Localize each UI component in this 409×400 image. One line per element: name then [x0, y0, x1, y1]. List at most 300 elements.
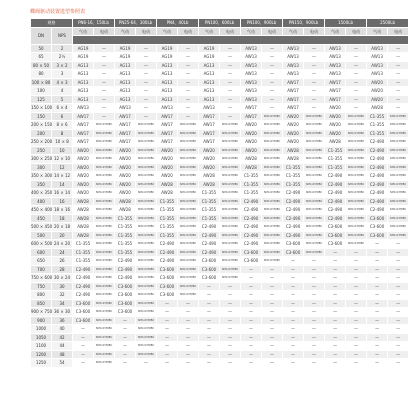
- electric-cell: SMC-03H/BC: [136, 257, 157, 266]
- electric-cell: SMC-03H/BC: [94, 129, 115, 138]
- electric-cell: SMC-03H/BC: [262, 248, 283, 257]
- pneumatic-cell: AW13: [115, 104, 136, 113]
- pneumatic-cell: C3-600: [157, 265, 178, 274]
- pneumatic-cell: AW20: [115, 146, 136, 155]
- pneumatic-cell: C3-600: [283, 240, 304, 249]
- nps-cell: 42: [52, 333, 73, 342]
- electric-cell: SMC-03H/BC: [304, 231, 325, 240]
- electric-cell: —: [262, 342, 283, 351]
- electric-cell: SMC-03H/BC: [262, 172, 283, 181]
- electric-cell: SMC-03H/BC: [220, 248, 241, 257]
- electric-cell: —: [262, 325, 283, 334]
- electric-cell: —: [304, 282, 325, 291]
- electric-cell: SMC-03H/BC: [304, 146, 325, 155]
- dn-cell: 250: [31, 146, 52, 155]
- pneumatic-cell: —: [73, 325, 94, 334]
- electric-cell: SMC-03H/BC: [94, 146, 115, 155]
- pneumatic-cell: —: [241, 333, 262, 342]
- table-row: [31, 78, 409, 87]
- electric-cell: —: [220, 359, 241, 368]
- pneumatic-cell: AW13: [325, 61, 346, 70]
- pneumatic-cell: C1-355: [199, 197, 220, 206]
- electric-cell: —: [220, 299, 241, 308]
- pneumatic-cell: C2-490: [325, 189, 346, 198]
- pneumatic-cell: —: [115, 316, 136, 325]
- electric-cell: —: [388, 274, 409, 283]
- pneumatic-cell: AW13: [283, 70, 304, 79]
- nps-cell: 8: [52, 129, 73, 138]
- pneumatic-cell: AW17: [157, 129, 178, 138]
- electric-cell: SMC-03H/BC: [220, 129, 241, 138]
- pneumatic-cell: AG19: [73, 53, 94, 62]
- pneumatic-cell: C3-600: [73, 299, 94, 308]
- table-row: [31, 146, 409, 155]
- electric-cell: —: [178, 104, 199, 113]
- electric-cell: —: [136, 70, 157, 79]
- electric-cell: —: [388, 95, 409, 104]
- electric-header: 电动: [220, 27, 241, 36]
- dn-cell: 400 × 350: [31, 190, 53, 196]
- pneumatic-header: 气动: [115, 27, 136, 36]
- nps-cell: 54: [52, 359, 73, 368]
- electric-cell: SMC-03H/BC: [346, 214, 367, 223]
- electric-cell: —: [388, 308, 409, 317]
- electric-cell: SMC-03H/BC: [94, 163, 115, 172]
- pneumatic-cell: AW17: [157, 121, 178, 130]
- electric-cell: —: [388, 44, 409, 53]
- dn-cell: 400: [31, 197, 52, 206]
- pneumatic-cell: AW20: [157, 163, 178, 172]
- pneumatic-cell: —: [325, 342, 346, 351]
- electric-cell: SMC-03H/BC: [262, 138, 283, 147]
- dn-cell: 80: [31, 70, 52, 79]
- electric-cell: SMC-03H/BC: [346, 240, 367, 249]
- pneumatic-cell: C1-355: [73, 248, 94, 257]
- pneumatic-cell: C2-490: [367, 180, 388, 189]
- pneumatic-cell: C1-355: [157, 197, 178, 206]
- nps-cell: 36: [52, 316, 73, 325]
- electric-cell: SMC-03H/BC: [388, 138, 409, 147]
- electric-cell: SMC-03H/BC: [262, 112, 283, 121]
- electric-cell: SMC-03H/BC: [136, 138, 157, 147]
- electric-cell: —: [346, 282, 367, 291]
- pneumatic-cell: C1-355: [325, 146, 346, 155]
- pneumatic-cell: C2-490: [325, 172, 346, 181]
- electric-cell: SMC-03H/BC: [220, 257, 241, 266]
- pneumatic-cell: —: [199, 282, 220, 291]
- electric-cell: —: [388, 265, 409, 274]
- electric-cell: SMC-03H/BC: [94, 121, 115, 130]
- electric-cell: —: [262, 44, 283, 53]
- electric-cell: SMC-03H/BC: [346, 129, 367, 138]
- electric-cell: —: [388, 342, 409, 351]
- pressure-class-header: 2500Lb: [367, 19, 409, 28]
- electric-cell: —: [304, 53, 325, 62]
- dn-cell: 350: [31, 180, 52, 189]
- pneumatic-cell: —: [367, 308, 388, 317]
- electric-cell: —: [304, 95, 325, 104]
- pneumatic-cell: AW20: [325, 112, 346, 121]
- pneumatic-cell: AG13: [157, 87, 178, 96]
- electric-cell: —: [262, 282, 283, 291]
- electric-cell: SMC-03H/BC: [136, 291, 157, 300]
- nps-cell: 10 × 8: [52, 138, 73, 147]
- pneumatic-cell: C1-355: [115, 231, 136, 240]
- pneumatic-cell: AW28: [73, 214, 94, 223]
- pneumatic-cell: —: [115, 325, 136, 334]
- pneumatic-cell: AW20: [241, 138, 262, 147]
- dn-cell: 150 × 100: [31, 105, 53, 111]
- dn-cell: 50: [31, 44, 52, 53]
- pneumatic-cell: C3-600: [115, 308, 136, 317]
- electric-cell: SMC-03H/BC: [220, 223, 241, 232]
- pneumatic-cell: AG13: [199, 87, 220, 96]
- electric-cell: —: [304, 61, 325, 70]
- dn-cell: 900: [31, 316, 52, 325]
- nps-cell: 10: [52, 146, 73, 155]
- electric-cell: —: [262, 61, 283, 70]
- electric-cell: SMC-03H/BC: [262, 189, 283, 198]
- electric-cell: —: [304, 291, 325, 300]
- nps-cell: 16: [52, 197, 73, 206]
- pneumatic-cell: AW20: [73, 163, 94, 172]
- electric-cell: SMC-03H/BC: [262, 231, 283, 240]
- pneumatic-cell: —: [241, 299, 262, 308]
- pneumatic-cell: C1-355: [367, 121, 388, 130]
- electric-cell: —: [304, 333, 325, 342]
- electric-cell: SMC-03H/BC: [304, 112, 325, 121]
- pneumatic-cell: C3-600: [325, 231, 346, 240]
- nps-cell: 4 × 3: [52, 78, 73, 87]
- pneumatic-cell: C3-600: [73, 308, 94, 317]
- electric-cell: SMC-03H/BC: [388, 206, 409, 215]
- electric-cell: SMC-03H/BC: [136, 240, 157, 249]
- electric-cell: SMC-03H/BC: [136, 163, 157, 172]
- electric-cell: —: [178, 342, 199, 351]
- pneumatic-cell: AW20: [325, 104, 346, 113]
- electric-cell: —: [262, 87, 283, 96]
- electric-cell: SMC-03H/BC: [220, 146, 241, 155]
- pneumatic-cell: AW17: [325, 95, 346, 104]
- electric-cell: —: [178, 350, 199, 359]
- pneumatic-cell: —: [115, 350, 136, 359]
- header-row-pressure: [31, 19, 409, 28]
- pneumatic-cell: C3-600: [325, 223, 346, 232]
- table-row: [31, 44, 409, 53]
- table-row: [31, 265, 409, 274]
- electric-cell: SMC-03H/BC: [136, 333, 157, 342]
- electric-cell: SMC-03H/BC: [178, 129, 199, 138]
- electric-cell: —: [304, 308, 325, 317]
- electric-cell: —: [220, 104, 241, 113]
- pneumatic-cell: AW13: [241, 70, 262, 79]
- pneumatic-cell: C2-490: [157, 240, 178, 249]
- dn-cell: 900 × 750: [31, 309, 53, 315]
- electric-cell: —: [388, 104, 409, 113]
- pneumatic-cell: —: [367, 359, 388, 368]
- table-row: [31, 325, 409, 334]
- electric-cell: SMC-03H/BC: [94, 172, 115, 181]
- pneumatic-cell: C3-600: [199, 265, 220, 274]
- pneumatic-cell: C3-600: [199, 274, 220, 283]
- header-row-spacer: [31, 36, 409, 45]
- electric-cell: SMC-03H/BC: [262, 163, 283, 172]
- pneumatic-cell: C1-355: [283, 163, 304, 172]
- electric-cell: —: [346, 359, 367, 368]
- pneumatic-header: 气动: [283, 27, 304, 36]
- pneumatic-cell: AW20: [157, 172, 178, 181]
- electric-cell: SMC-03H/BC: [388, 121, 409, 130]
- dn-cell: 450: [31, 214, 52, 223]
- electric-cell: —: [94, 44, 115, 53]
- pneumatic-cell: C1-355: [115, 214, 136, 223]
- pneumatic-cell: —: [199, 308, 220, 317]
- electric-cell: —: [346, 291, 367, 300]
- table-row: [31, 299, 409, 308]
- pneumatic-cell: —: [325, 291, 346, 300]
- electric-cell: —: [304, 44, 325, 53]
- electric-cell: —: [178, 359, 199, 368]
- electric-cell: —: [388, 70, 409, 79]
- nps-cell: 28: [52, 265, 73, 274]
- electric-cell: SMC-03H/BC: [94, 342, 115, 351]
- pneumatic-cell: AW28: [73, 197, 94, 206]
- pneumatic-cell: —: [241, 274, 262, 283]
- pneumatic-cell: C3-600: [157, 282, 178, 291]
- electric-cell: SMC-03H/BC: [94, 223, 115, 232]
- electric-cell: SMC-03H/BC: [94, 316, 115, 325]
- electric-cell: SMC-03H/BC: [94, 197, 115, 206]
- pneumatic-cell: AW17: [73, 138, 94, 147]
- nps-cell: 14: [52, 180, 73, 189]
- table-row: [31, 121, 409, 130]
- electric-cell: SMC-03H/BC: [262, 146, 283, 155]
- electric-cell: SMC-03H/BC: [178, 223, 199, 232]
- pneumatic-cell: AW17: [157, 138, 178, 147]
- pneumatic-cell: —: [73, 333, 94, 342]
- electric-cell: SMC-03H/BC: [178, 121, 199, 130]
- pneumatic-cell: C2-490: [115, 265, 136, 274]
- electric-cell: SMC-03H/BC: [346, 146, 367, 155]
- electric-cell: SMC-03H/BC: [262, 206, 283, 215]
- electric-cell: SMC-03H/BC: [220, 265, 241, 274]
- electric-cell: SMC-03H/BC: [388, 172, 409, 181]
- electric-cell: SMC-03H/BC: [304, 206, 325, 215]
- pneumatic-cell: C1-355: [367, 129, 388, 138]
- electric-cell: —: [178, 112, 199, 121]
- pneumatic-cell: AW28: [241, 163, 262, 172]
- dn-cell: 600: [31, 248, 52, 257]
- pneumatic-cell: C2-490: [367, 155, 388, 164]
- pneumatic-cell: C2-490: [325, 180, 346, 189]
- table-row: [31, 282, 409, 291]
- pneumatic-cell: C3-600: [157, 291, 178, 300]
- pneumatic-cell: C2-490: [241, 223, 262, 232]
- electric-cell: —: [304, 342, 325, 351]
- electric-cell: SMC-03H/BC: [136, 197, 157, 206]
- pneumatic-cell: AW13: [73, 104, 94, 113]
- pneumatic-cell: AG13: [115, 70, 136, 79]
- electric-cell: SMC-03H/BC: [388, 180, 409, 189]
- pneumatic-cell: —: [199, 299, 220, 308]
- pneumatic-cell: C2-490: [325, 197, 346, 206]
- electric-cell: SMC-03H/BC: [346, 231, 367, 240]
- header-divider: [73, 36, 409, 45]
- pneumatic-cell: AW28: [199, 180, 220, 189]
- pneumatic-cell: AW17: [325, 87, 346, 96]
- pneumatic-cell: —: [325, 359, 346, 368]
- pneumatic-cell: AW13: [241, 78, 262, 87]
- electric-cell: SMC-03H/BC: [220, 180, 241, 189]
- actuator-selection-table: [30, 18, 409, 368]
- electric-cell: —: [388, 282, 409, 291]
- pneumatic-cell: C1-355: [325, 155, 346, 164]
- pressure-class-header: 1500Lb: [325, 19, 367, 28]
- pneumatic-cell: —: [283, 257, 304, 266]
- electric-cell: —: [388, 291, 409, 300]
- electric-cell: SMC-03H/BC: [262, 214, 283, 223]
- pneumatic-cell: C2-490: [283, 189, 304, 198]
- electric-cell: —: [178, 325, 199, 334]
- pneumatic-cell: AW28: [325, 138, 346, 147]
- electric-cell: SMC-03H/BC: [346, 223, 367, 232]
- electric-cell: —: [346, 350, 367, 359]
- electric-cell: SMC-03H/BC: [136, 274, 157, 283]
- pneumatic-cell: AG13: [157, 78, 178, 87]
- electric-cell: —: [220, 282, 241, 291]
- pneumatic-cell: —: [241, 265, 262, 274]
- pneumatic-cell: C3-600: [241, 257, 262, 266]
- electric-cell: —: [262, 359, 283, 368]
- pneumatic-cell: C2-490: [367, 206, 388, 215]
- electric-header: 电动: [346, 27, 367, 36]
- electric-header: 电动: [262, 27, 283, 36]
- pneumatic-cell: AG19: [157, 44, 178, 53]
- table-row: [31, 155, 409, 164]
- electric-cell: —: [136, 359, 157, 368]
- dn-cell: 1200: [31, 350, 52, 359]
- pneumatic-cell: C3-600: [199, 257, 220, 266]
- pneumatic-cell: —: [199, 291, 220, 300]
- pneumatic-cell: AG13: [199, 70, 220, 79]
- electric-cell: SMC-03H/BC: [262, 155, 283, 164]
- pneumatic-cell: AG13: [73, 87, 94, 96]
- pneumatic-cell: AW17: [199, 112, 220, 121]
- pressure-class-header: PN100、600Lb: [199, 19, 241, 28]
- electric-cell: —: [346, 70, 367, 79]
- pneumatic-cell: C1-355: [157, 206, 178, 215]
- electric-cell: SMC-03H/BC: [304, 240, 325, 249]
- pneumatic-cell: —: [367, 291, 388, 300]
- pneumatic-cell: AW20: [199, 163, 220, 172]
- pneumatic-cell: —: [241, 282, 262, 291]
- pneumatic-cell: AW20: [115, 172, 136, 181]
- electric-cell: —: [346, 78, 367, 87]
- table-row: [31, 172, 409, 181]
- electric-cell: SMC-03H/BC: [136, 248, 157, 257]
- electric-cell: SMC-03H/BC: [220, 172, 241, 181]
- electric-header: 电动: [136, 27, 157, 36]
- electric-cell: —: [304, 274, 325, 283]
- pneumatic-cell: AW17: [73, 121, 94, 130]
- electric-cell: SMC-03H/BC: [220, 138, 241, 147]
- pneumatic-cell: —: [325, 282, 346, 291]
- electric-cell: —: [220, 53, 241, 62]
- pneumatic-cell: AG19: [73, 44, 94, 53]
- electric-cell: —: [136, 112, 157, 121]
- pneumatic-cell: AG13: [115, 78, 136, 87]
- pneumatic-cell: AW20: [241, 121, 262, 130]
- electric-cell: —: [220, 61, 241, 70]
- table-row: [31, 274, 409, 283]
- pneumatic-cell: —: [73, 350, 94, 359]
- electric-cell: SMC-03H/BC: [346, 172, 367, 181]
- electric-cell: SMC-03H/BC: [178, 206, 199, 215]
- electric-cell: SMC-03H/BC: [220, 121, 241, 130]
- pneumatic-cell: AW20: [73, 146, 94, 155]
- pneumatic-cell: C2-490: [73, 282, 94, 291]
- pneumatic-cell: AW13: [367, 53, 388, 62]
- table-row: [31, 257, 409, 266]
- pneumatic-cell: AW20: [157, 155, 178, 164]
- dn-cell: 200 × 150: [31, 122, 53, 128]
- electric-cell: —: [220, 44, 241, 53]
- pneumatic-cell: C1-355: [73, 257, 94, 266]
- pneumatic-cell: —: [283, 265, 304, 274]
- pneumatic-cell: AW17: [115, 121, 136, 130]
- electric-cell: —: [304, 359, 325, 368]
- dn-cell: 700: [31, 265, 52, 274]
- pressure-class-header: PN100、900Lb: [241, 19, 283, 28]
- nps-cell: 16 × 14: [52, 189, 73, 198]
- electric-cell: SMC-03H/BC: [178, 257, 199, 266]
- pneumatic-cell: AW20: [199, 146, 220, 155]
- pneumatic-cell: AW13: [157, 104, 178, 113]
- electric-cell: —: [346, 274, 367, 283]
- pneumatic-header: 气动: [325, 27, 346, 36]
- electric-cell: —: [346, 308, 367, 317]
- pneumatic-cell: —: [325, 299, 346, 308]
- pneumatic-cell: —: [241, 291, 262, 300]
- table-row: [31, 163, 409, 172]
- electric-cell: SMC-03H/BC: [178, 248, 199, 257]
- pneumatic-cell: —: [283, 291, 304, 300]
- dn-cell: 500 × 450: [31, 224, 53, 230]
- electric-cell: —: [220, 78, 241, 87]
- pneumatic-header: 气动: [241, 27, 262, 36]
- pneumatic-cell: C1-355: [73, 240, 94, 249]
- pneumatic-cell: C1-355: [157, 231, 178, 240]
- electric-cell: —: [346, 44, 367, 53]
- electric-cell: SMC-03H/BC: [262, 197, 283, 206]
- pneumatic-cell: —: [157, 299, 178, 308]
- pneumatic-header: 气动: [367, 27, 388, 36]
- electric-cell: —: [388, 248, 409, 257]
- nps-cell: 4: [52, 87, 73, 96]
- electric-cell: —: [94, 112, 115, 121]
- pneumatic-cell: C2-490: [241, 206, 262, 215]
- pneumatic-cell: —: [199, 325, 220, 334]
- table-row: [31, 214, 409, 223]
- dn-cell: 200: [31, 129, 52, 138]
- pneumatic-cell: AG19: [199, 53, 220, 62]
- electric-cell: —: [94, 61, 115, 70]
- pneumatic-cell: C2-490: [241, 240, 262, 249]
- electric-cell: —: [220, 333, 241, 342]
- electric-cell: SMC-03H/BC: [178, 291, 199, 300]
- electric-cell: SMC-03H/BC: [136, 299, 157, 308]
- electric-cell: —: [388, 299, 409, 308]
